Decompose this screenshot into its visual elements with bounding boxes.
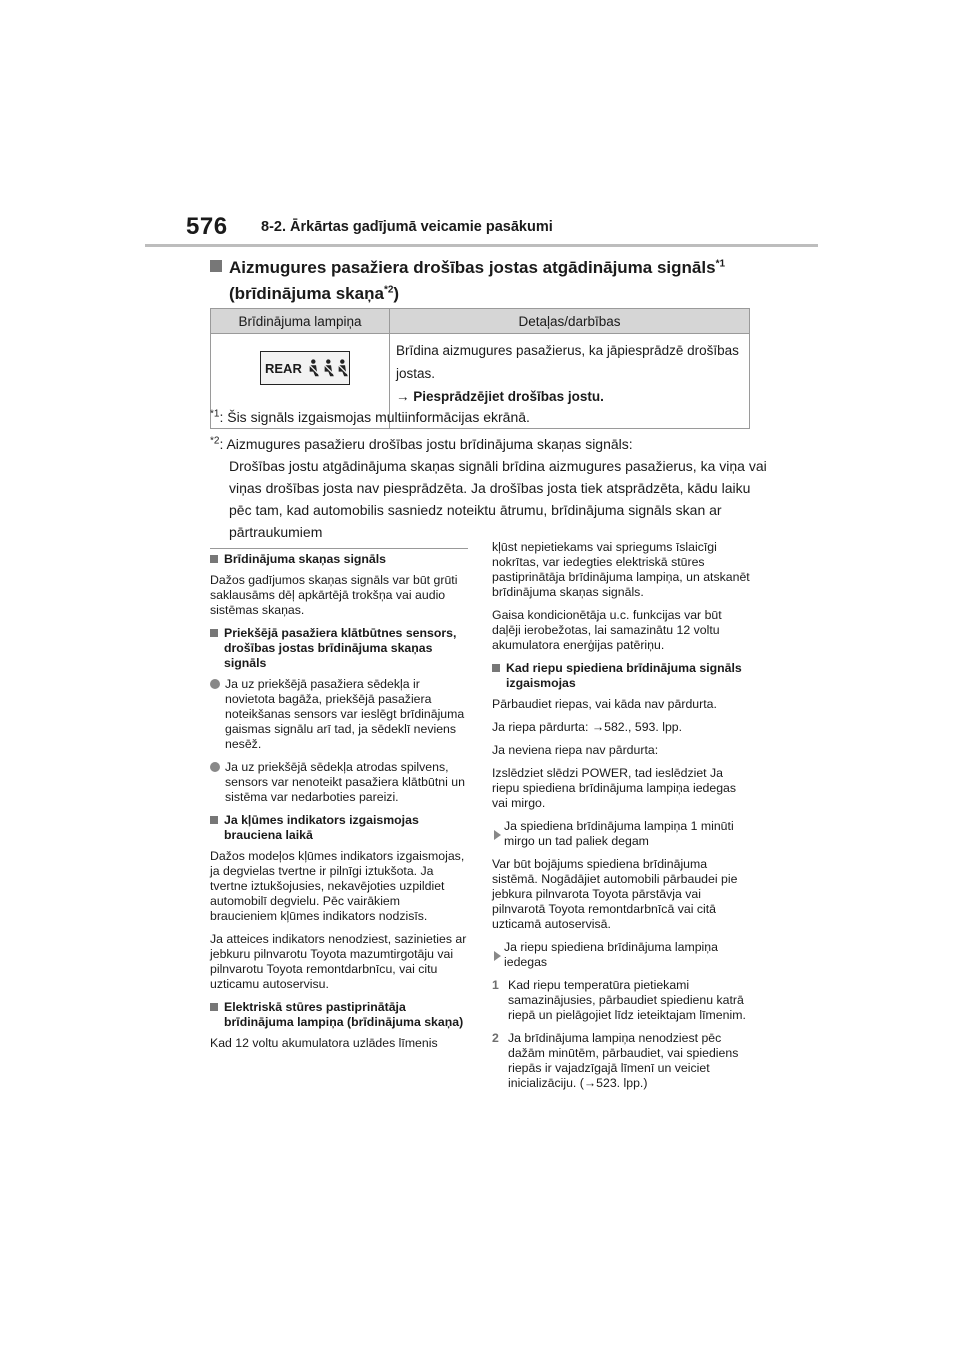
list-item: Ja uz priekšējā sēdekļa atrodas spilvens, sensors var nenoteikt pasažiera klātbūtni un sistēma var nedarboties pareizi. [210,760,470,805]
triangle-pointer-icon [492,942,504,970]
arrow-icon: → [396,389,410,404]
arrow-icon: → [591,720,605,734]
square-bullet-icon [210,260,222,272]
list-item: Ja riepu spiediena brīdinājuma lampiņa iedegas [492,940,752,970]
header-divider [145,244,818,247]
circle-bullet-icon [210,679,220,689]
subheading: Elektriskā stūres pastiprinātāja brīdinājuma lampiņa (brīdinājuma skaņa) [210,1000,470,1030]
column-divider [210,548,468,549]
right-column [492,540,752,1099]
subheading: Priekšējā pasažiera klātbūtnes sensors, drošības jostas brīdinājuma skaņas signāls [210,626,470,671]
heading-sup2: *2 [383,284,394,296]
footnote-1 [210,406,770,428]
heading-line2-end: ) [393,284,400,303]
arrow-icon: → [583,1076,597,1090]
paragraph: Izslēdziet slēdzi POWER, tad ieslēdziet Ja riepu spiediena brīdinājuma lampiņa iedegas vai mirgo. [492,766,737,810]
seatbelt-person-icon [335,358,349,378]
detail-text: Brīdina aizmugures pasažierus, ka jāpiesprādzē drošības jostas. [396,343,739,381]
footnote-1-mark: *1 [210,408,220,420]
main-heading [210,255,770,307]
heading-sup1: *1 [715,258,726,270]
circle-bullet-icon [210,762,220,772]
footnote-2-continuation: Drošības jostu atgādinājuma skaņas signāli brīdina aizmugures pasažierus, ka viņa vai viņas drošības josta nav piesprādzēta. Ja drošības josta tiek atsprādzēta, kādu laiku pēc tam, kad automobilis sasniedz noteiktu ātrumu, brīdinājuma signāls skan ar pārtraukumiem [229,458,767,540]
numbered-step: 1 Kad riepu temperatūra pietiekami samazinājusies, pārbaudiet spiedienu katrā riepā un pielāgojiet līdz ieteiktajam līmenim. [492,978,746,1022]
square-bullet-icon [210,816,218,824]
page-reference: 523. lpp.) [596,1076,648,1090]
page-number: 576 [186,213,228,240]
step-number: 2 [492,1031,499,1045]
paragraph: Ja atteices indikators nenodziest, sazinieties ar jebkuru pilnvarotu Toyota mazumtirgotāju vai pilnvarotu Toyota remontdarbnīcu, vai citu uzticamu autoservisu. [210,932,467,991]
paragraph: Gaisa kondicionētāja u.c. funkcijas var būt daļēji ierobežotas, lai samazinātu 12 voltu akumulatora enerģijas patēriņu. [492,608,722,652]
paragraph: kļūst nepietiekams vai spriegums īslaicīgi nokrītas, var iedegties elektriskā stūres pastiprinātāja brīdinājuma lampiņa, un atskanēt brīdinājuma skaņas signāls. [492,540,750,599]
square-bullet-icon [210,1003,218,1011]
paragraph: Dažos gadījumos skaņas signāls var būt grūti saklausāms dēļ apkārtējā trokšņa vai audio sistēmas skaņas. [210,573,458,617]
subheading: Kad riepu spiediena brīdinājuma signāls izgaismojas [492,661,752,691]
paragraph: Dažos modeļos kļūmes indikators izgaismojas, ja degvielas tvertne ir pilnīgi iztukšota. Ja tvertne iztukšojusies, nekavējoties uzpildiet automobilī degvielu. Pēc vairākiem braucieniem kļūmes indikators nodzisīs. [210,849,465,923]
table-header-lamp: Brīdinājuma lampiņa [211,309,390,334]
paragraph: Ja neviena riepa nav pārdurta: [492,743,659,757]
list-item: Ja uz priekšējā pasažiera sēdekļa ir novietota bagāža, priekšējā pasažiera noteikšanas sensors var ieslēgt brīdinājuma gaismas signālu arī tad, ja sēdeklī neviens nesēž. [210,677,470,752]
square-bullet-icon [492,664,500,672]
heading-line2: (brīdinājuma skaņa [229,284,384,303]
section-title: 8-2. Ārkārtas gadījumā veicamie pasākumi [261,219,553,235]
paragraph: Kad 12 voltu akumulatora uzlādes līmenis [210,1036,438,1050]
action-text: Piesprādzējiet drošības jostu. [413,389,604,404]
square-bullet-icon [210,555,218,563]
subheading: Ja kļūmes indikators izgaismojas brauciena laikā [210,813,470,843]
table-header-details: Detaļas/darbības [390,309,750,334]
step-number: 1 [492,978,499,992]
paragraph: Var būt bojājums spiediena brīdinājuma sistēmā. Nogādājiet automobili pārbaudei pie jebkura pilnvarota Toyota pārstāvja vai pilnvarotā Toyota remontdarbnīcā vai citā uzticamā autoservisā. [492,857,738,931]
left-column [210,552,470,1059]
footnote-2-text: : Aizmugures pasažieru drošības jostu brīdinājuma skaņas signāls: [219,436,633,452]
footnote-2 [210,433,770,543]
numbered-step: 2 Ja brīdinājuma lampiņa nenodziest pēc dažām minūtēm, pārbaudiet, vai spiediens riepās ir vajadzīgajā līmenī un veiciet inicializāciju. (→523. lpp.) [492,1031,739,1090]
paragraph: Pārbaudiet riepas, vai kāda nav pārdurta. [492,697,717,711]
page-reference: 582., 593. lpp. [604,720,683,734]
footnote-1-text: : Šis signāls izgaismojas multiinformācijas ekrānā. [219,409,530,425]
seatbelt-person-icon [321,358,335,378]
seatbelt-person-icon [306,358,320,378]
paragraph: Ja riepa pārdurta: →582., 593. lpp. [492,720,683,734]
rear-label: REAR [265,360,302,376]
rear-seatbelt-warning-icon [260,351,350,385]
subheading: Brīdinājuma skaņas signāls [210,552,470,567]
triangle-pointer-icon [492,821,504,849]
heading-line1: Aizmugures pasažiera drošības jostas atgādinājuma signāls [229,258,716,277]
list-item: Ja spiediena brīdinājuma lampiņa 1 minūti mirgo un tad paliek degam [492,819,752,849]
footnote-2-mark: *2 [210,435,220,447]
square-bullet-icon [210,629,218,637]
